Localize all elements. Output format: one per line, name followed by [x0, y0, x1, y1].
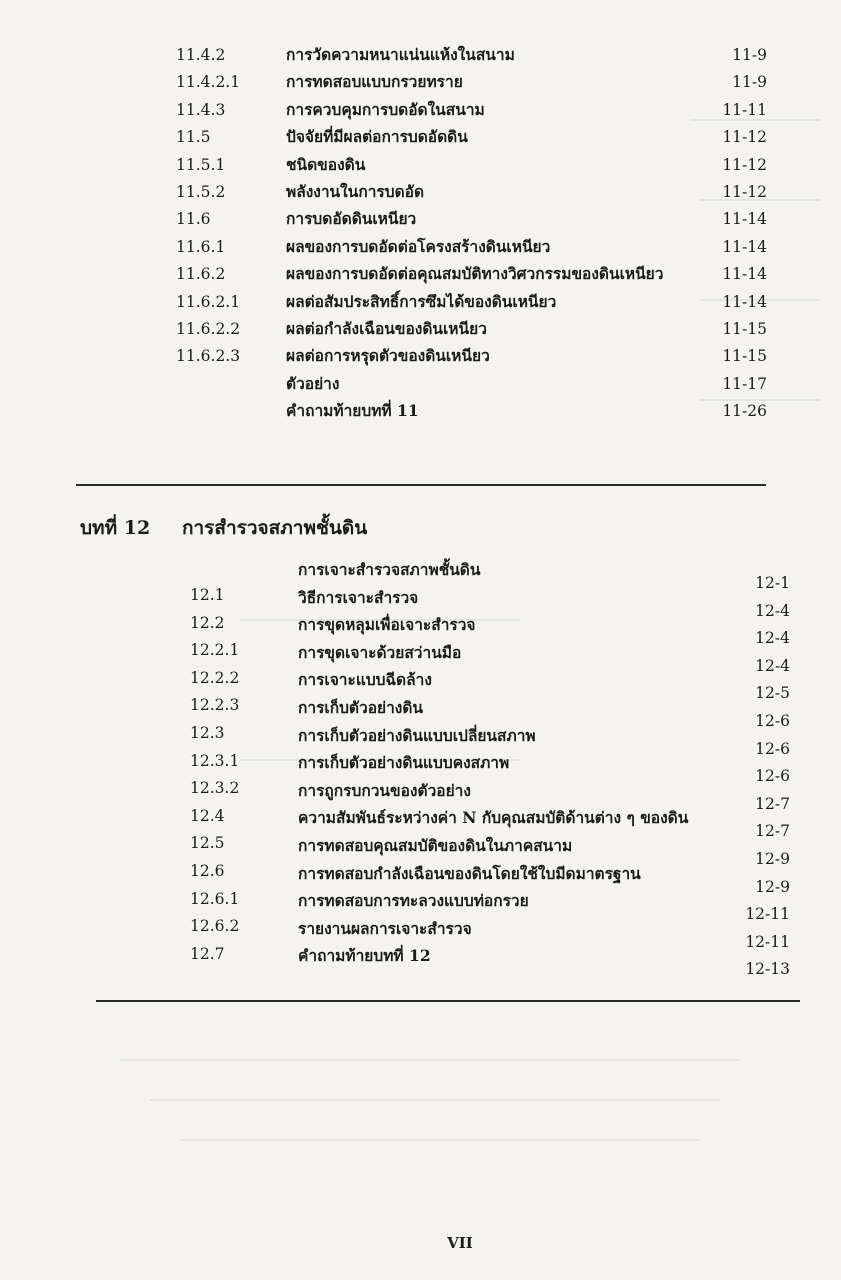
entry-page: 11-15: [722, 347, 767, 366]
entry-title: การเจาะแบบฉีดล้าง: [298, 670, 432, 690]
toc11-entry: [0, 42, 841, 68]
entry-title: ความสัมพันธ์ระหว่างค่า N กับคุณสมบัติด้านต่าง ๆ ของดิน: [298, 808, 689, 828]
entry-title: ปัจจัยที่มีผลต่อการบดอัดดิน: [286, 127, 468, 147]
entry-page: 12-4: [755, 656, 790, 675]
entry-page: 12-13: [745, 960, 790, 979]
entry-title: การเก็บตัวอย่างดิน: [298, 698, 424, 717]
entry-title: คำถามท้ายบทที่ 12: [298, 946, 431, 966]
entry-number: 11.6.2.2: [176, 320, 241, 338]
entry-page: 12-6: [755, 712, 790, 730]
entry-page: 12-4: [755, 629, 790, 648]
entry-page: 11-12: [722, 183, 767, 201]
entry-title: การวัดความหนาแน่นแห้งในสนาม: [286, 45, 515, 64]
toc11-entry: [0, 371, 841, 397]
entry-page: 11-14: [722, 265, 767, 284]
entry-title: การเก็บตัวอย่างดินแบบคงสภาพ: [298, 753, 510, 773]
entry-page: 12-9: [755, 850, 790, 868]
entry-number: 12.6.1: [190, 889, 240, 908]
entry-page: 11-9: [732, 46, 767, 64]
toc11-entry: [0, 152, 841, 178]
entry-title: ผลของการบดอัดต่อโครงสร้างดินเหนียว: [286, 236, 551, 256]
toc11-entry: [0, 343, 841, 369]
entry-number: 11.6: [176, 210, 211, 229]
entry-page: 11-12: [722, 128, 767, 147]
toc11-entry: [0, 179, 841, 205]
entry-page: 11-9: [732, 73, 767, 92]
entry-number: 12.5: [190, 834, 225, 853]
entry-title: การทดสอบการทะลวงแบบท่อกรวย: [298, 891, 529, 911]
entry-page: 12-11: [745, 905, 790, 924]
entry-number: 11.4.2: [176, 46, 226, 64]
entry-number: 11.5.1: [176, 155, 226, 174]
entry-number: 12.2.1: [190, 641, 240, 660]
entry-title: การทดสอบแบบกรวยทราย: [286, 72, 463, 92]
entry-number: 11.6.1: [176, 237, 226, 256]
entry-page: 12-7: [755, 822, 790, 841]
chapter-12-label: บทที่ 12: [80, 517, 151, 539]
entry-page: 11-11: [722, 100, 767, 119]
entry-title: ผลต่อกำลังเฉือนของดินเหนียว: [286, 319, 487, 338]
divider-top: [76, 484, 766, 486]
entry-page: 12-6: [755, 767, 790, 786]
entry-number: 11.4.2.1: [176, 73, 241, 92]
entry-title: ผลของการบดอัดต่อคุณสมบัติทางวิศวกรรมของดินเหนียว: [286, 264, 664, 284]
entry-title: การขุดหลุมเพื่อเจาะสำรวจ: [298, 615, 476, 635]
entry-title: พลังงานในการบดอัด: [286, 182, 425, 201]
toc11-entry: [0, 69, 841, 95]
entry-number: 12.4: [190, 806, 225, 825]
toc11-entry: [0, 316, 841, 342]
entry-title: การทดสอบคุณสมบัติของดินในภาคสนาม: [298, 836, 573, 855]
divider-bottom: [96, 1000, 800, 1002]
entry-title: ชนิดของดิน: [286, 154, 366, 174]
entry-title: การเก็บตัวอย่างดินแบบเปลี่ยนสภาพ: [298, 725, 536, 745]
entry-page: 11-12: [722, 155, 767, 174]
entry-number: 12.2: [190, 613, 225, 632]
entry-title: การถูกรบกวนของตัวอย่าง: [298, 780, 471, 800]
toc11-entry: [0, 289, 841, 315]
entry-page: 11-17: [722, 374, 767, 393]
entry-number: 11.4.3: [176, 100, 226, 119]
entry-title: การเจาะสำรวจสภาพชั้นดิน: [298, 560, 481, 579]
entry-number: 11.6.2.1: [176, 292, 241, 311]
entry-page: 12-7: [755, 794, 790, 813]
entry-title: ผลต่อการหรุดตัวของดินเหนียว: [286, 346, 490, 366]
entry-page: 11-26: [722, 402, 767, 421]
entry-page: 11-14: [722, 292, 767, 311]
entry-title: ผลต่อสัมประสิทธิ์การซึมได้ของดินเหนียว: [286, 291, 557, 311]
entry-title: การบดอัดดินเหนียว: [286, 209, 417, 229]
toc11-entry: [0, 261, 841, 287]
entry-number: 12.3: [190, 724, 225, 742]
chapter-12-title: การสำรวจสภาพชั้นดิน: [182, 517, 368, 539]
entry-number: 12.1: [190, 586, 225, 604]
entry-page: 12-5: [755, 684, 790, 703]
entry-number: 12.6.2: [190, 917, 240, 936]
entry-title: ตัวอย่าง: [286, 373, 340, 393]
entry-title: การทดสอบกำลังเฉือนของดินโดยใช้ใบมีดมาตรฐาน: [298, 863, 641, 883]
entry-page: 11-14: [722, 210, 767, 229]
entry-page: 12-6: [755, 739, 790, 758]
entry-page: 12-1: [755, 574, 790, 592]
entry-title: การควบคุมการบดอัดในสนาม: [286, 99, 485, 119]
entry-page: 11-14: [722, 237, 767, 256]
entry-title: การขุดเจาะด้วยสว่านมือ: [298, 642, 462, 662]
entry-number: 11.6.2: [176, 265, 226, 284]
entry-title: คำถามท้ายบทที่ 11: [286, 401, 419, 421]
page-number: VII: [447, 1234, 473, 1252]
entry-page: 12-11: [745, 932, 790, 951]
entry-number: 12.2.2: [190, 668, 240, 687]
entry-number: 12.6: [190, 862, 225, 880]
entry-number: 12.7: [190, 944, 225, 963]
entry-page: 11-15: [722, 320, 767, 338]
entry-number: 12.2.3: [190, 696, 240, 715]
entry-number: 11.5: [176, 128, 211, 147]
entry-page: 12-4: [755, 601, 790, 620]
entry-number: 12.3.2: [190, 779, 240, 798]
toc11-entry: [0, 234, 841, 260]
toc11-entry: [0, 97, 841, 123]
entry-page: 12-9: [755, 877, 790, 896]
toc11-entry: [0, 206, 841, 232]
toc11-entry: [0, 124, 841, 150]
entry-number: 12.3.1: [190, 751, 240, 770]
toc11-entry: [0, 398, 841, 424]
entry-title: วิธีการเจาะสำรวจ: [298, 587, 419, 607]
entry-number: 11.5.2: [176, 183, 226, 201]
entry-title: รายงานผลการเจาะสำรวจ: [298, 918, 472, 938]
entry-number: 11.6.2.3: [176, 347, 241, 366]
